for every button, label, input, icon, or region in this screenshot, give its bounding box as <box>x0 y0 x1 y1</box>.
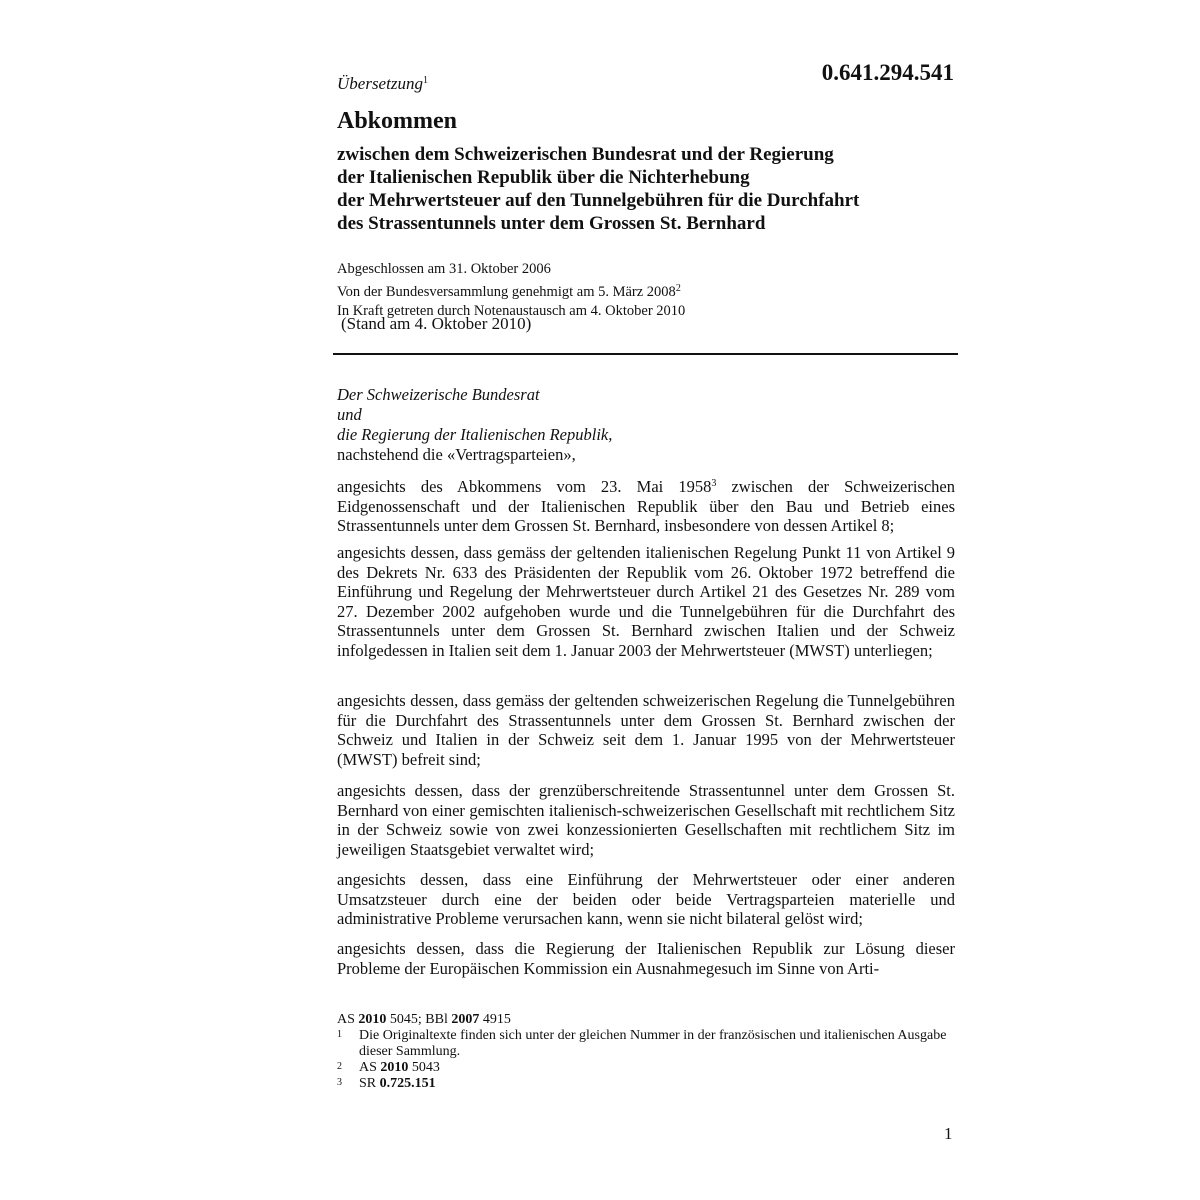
source-reference: AS 2010 5045; BBl 2007 4915 <box>337 1012 511 1027</box>
footnote-3: 3 SR 0.725.151 <box>337 1076 436 1091</box>
preamble-paragraph-6: angesichts dessen, dass die Regierung der Italienischen Republik zur Lösung dieser Probleme der Europäischen Kommission ein Ausnahmegesuch im Sinne von Arti- <box>337 939 955 978</box>
footnote-1: 1 Die Originaltexte finden sich unter der gleichen Nummer in der französischen und italienischen Ausgabe dieser Sammlung. <box>337 1028 947 1059</box>
footnote-ref-3: 3 <box>711 478 717 489</box>
document-title: Abkommen <box>337 108 458 134</box>
preamble-paragraph-5: angesichts dessen, dass eine Einführung der Mehrwertsteuer oder einer anderen Umsatzsteuer durch eine der beiden oder beide Vertragsparteien materielle und administrative Probleme verursachen kann, wenn sie nicht bilateral gelöst wird; <box>337 870 955 928</box>
preamble-paragraph-2: angesichts dessen, dass gemäss der geltenden italienischen Regelung Punkt 11 von Artikel 9 des Dekrets Nr. 633 des Präsidenten der Republik vom 26. Oktober 1972 betreffend die Einführung und Regelung der Mehrwertsteuer durch Artikel 21 des Gesetzes Nr. 289 vom 27. Dezember 2002 aufgehoben wurde und die Tunnelgebühren für die Durchfahrt des Strassentunnels unter dem Grossen St. Bernhard zwischen Italien und der Schweiz infolgedessen in Italien seit dem 1. Januar 2003 der Mehrwertsteuer (MWST) unterliegen; <box>337 543 955 660</box>
subtitle-line: der Mehrwertsteuer auf den Tunnelgebühren für die Durchfahrt <box>337 190 860 211</box>
document-subtitle <box>337 143 859 235</box>
party-and: und <box>337 405 362 424</box>
document-metadata <box>337 260 685 321</box>
in-force-date: In Kraft getreten durch Notenaustausch am 4. Oktober 2010 <box>337 303 686 319</box>
concluded-date: Abgeschlossen am 31. Oktober 2006 <box>337 261 551 277</box>
preamble-paragraph-3: angesichts dessen, dass gemäss der geltenden schweizerischen Regelung die Tunnelgebühren für die Durchfahrt des Strassentunnels unter dem Grossen St. Bernhard zwischen der Schweiz und Italien in der Schweiz seit dem 1. Januar 1995 von der Mehrwertsteuer (MWST) befreit sind; <box>337 691 955 769</box>
translation-label: Übersetzung$^1$ <box>337 74 428 93</box>
header-divider <box>333 353 958 355</box>
sr-number: 0.641.294.541 <box>821 60 954 85</box>
subtitle-line: zwischen dem Schweizerischen Bundesrat und der Regierung <box>337 144 834 165</box>
parties-block <box>337 385 955 465</box>
preamble-paragraph-1: angesichts des Abkommens vom 23. Mai 1958$^3$ zwischen der Schweizerischen Eidgenossenschaft und der Italienischen Republik über den Bau und Betrieb eines Strassentunnels unter dem Grossen St. Bernhard, insbesondere von dessen Artikel 8; <box>337 477 955 535</box>
footnote-ref-1: 1 <box>422 75 428 86</box>
preamble-paragraph-4: angesichts dessen, dass der grenzüberschreitende Strassentunnel unter dem Grossen St. Bernhard von einer gemischten italienisch-schweizerischen Gesellschaft mit rechtlichem Sitz in der Schweiz sowie von zwei konzessionierten Gesellschaften mit rechtlichem Sitz im jeweiligen Staatsgebiet verwaltet wird; <box>337 781 955 859</box>
footnote-ref-2: 2 <box>675 283 681 294</box>
subtitle-line: des Strassentunnels unter dem Grossen St. Bernhard <box>337 213 766 234</box>
page-number: 1 <box>944 1124 953 1143</box>
parties-definition: nachstehend die «Vertragsparteien», <box>337 445 576 464</box>
footnote-2: 2 AS 2010 5043 <box>337 1060 440 1075</box>
status-date: (Stand am 4. Oktober 2010) <box>341 314 532 333</box>
approved-date: Von der Bundesversammlung genehmigt am 5. März 2008$^2$ <box>337 283 681 300</box>
party-italy: die Regierung der Italienischen Republik, <box>337 425 613 444</box>
footnotes <box>337 1012 947 1092</box>
subtitle-line: der Italienischen Republik über die Nichterhebung <box>337 167 750 188</box>
party-swiss: Der Schweizerische Bundesrat <box>337 385 540 404</box>
